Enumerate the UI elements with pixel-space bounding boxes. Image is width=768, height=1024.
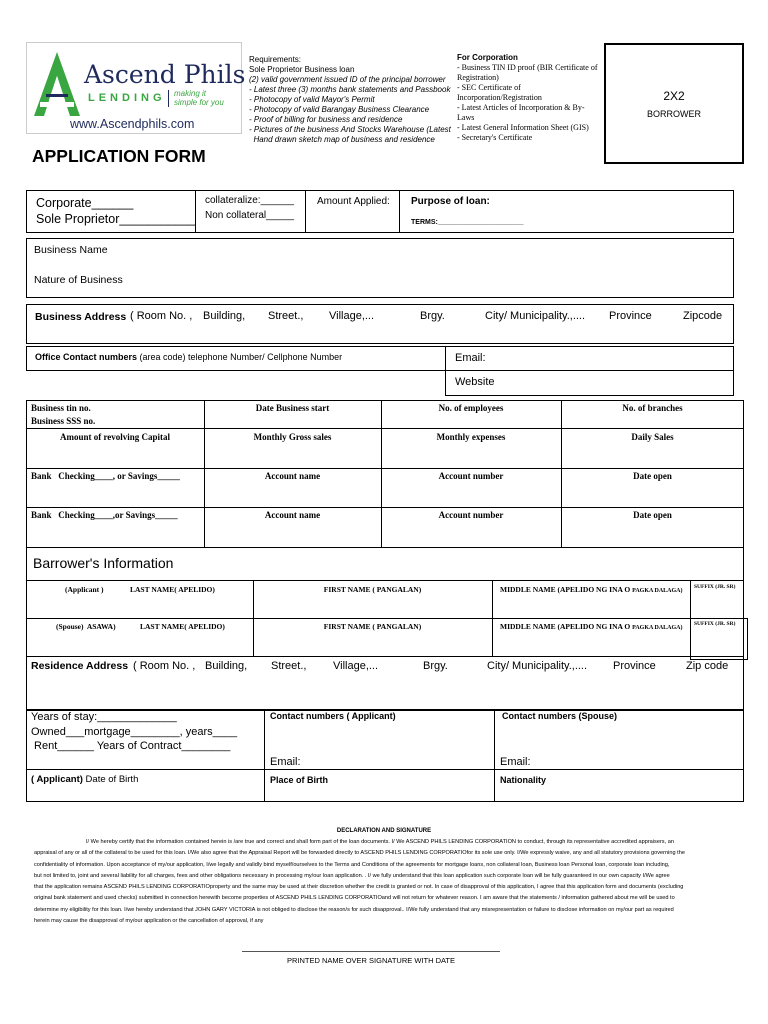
middle-name-label: MIDDLE NAME (APELIDO NG INA O — [500, 585, 631, 594]
spouse-suffix[interactable]: SUFFIX (JR. SR) — [694, 621, 736, 627]
bank-2-date-open[interactable]: Date open — [633, 510, 672, 520]
tagline-2: simple for you — [174, 98, 224, 107]
corporation-title: For Corporation — [457, 53, 518, 62]
borrower-section-title: Barrower's Information — [33, 555, 174, 571]
brand-name: Ascend Phils — [84, 60, 246, 89]
applicant-email-field[interactable]: Email: — [270, 756, 301, 768]
dob-applicant-label: ( Applicant) — [31, 774, 83, 785]
res-zipcode[interactable]: Zip code — [686, 660, 729, 672]
req-item: - Photocopy of valid Mayor's Permit — [249, 95, 375, 104]
divider — [26, 428, 744, 429]
monthly-gross-sales[interactable]: Monthly Gross sales — [253, 432, 332, 442]
addr-village[interactable]: Village,... — [329, 310, 375, 322]
declaration-line: confidentiality of information. Upon acceptance of my/our application, I/we legally and validly bind myself/ourselves to the Terms and Conditions of the agreements for mortgage loans, non collateral loan, Business loan Personal loan, corporate loan including, — [34, 861, 670, 868]
declaration-line: but not limited to, joint and several liability for all charges, fees and other obligations necessary in processing my/our loan application. . I/ we fully understand that this loan application such corporate loan will be fully guaranteed in our own capacity I/We agree — [34, 872, 670, 879]
requirements-block — [249, 55, 449, 145]
res-brgy[interactable]: Brgy. — [423, 660, 448, 672]
daily-sales[interactable]: Daily Sales — [631, 432, 674, 442]
business-name-field[interactable]: Business Name — [34, 244, 108, 256]
applicant-first-name[interactable]: FIRST NAME ( PANGALAN) — [323, 585, 422, 594]
corp-item: - Latest General Information Sheet (GIS) — [457, 123, 589, 132]
photo-label: BORROWER — [647, 109, 701, 119]
residence-address-label: Residence Address — [31, 660, 129, 672]
middle-name-label: MIDDLE NAME (APELIDO NG INA O — [500, 622, 631, 631]
divider — [26, 507, 744, 508]
corporate-option[interactable]: Corporate______ — [36, 196, 134, 210]
terms-field[interactable]: TERMS:______________________ — [411, 219, 524, 226]
non-collateral-option[interactable]: Non collateral_____ — [205, 210, 294, 221]
collateralize-option[interactable]: collateralize:______ — [205, 195, 294, 206]
dob-label: Date of Birth — [82, 774, 139, 785]
res-room[interactable]: ( Room No. , — [133, 660, 196, 672]
photo-box[interactable] — [604, 43, 744, 164]
addr-province[interactable]: Province — [609, 310, 652, 322]
addr-street[interactable]: Street., — [268, 310, 304, 322]
applicant-last-name[interactable]: LAST NAME( APELIDO) — [130, 585, 215, 594]
spouse-first-name[interactable]: FIRST NAME ( PANGALAN) — [323, 622, 422, 631]
declaration-line: that the application remains ASCEND PHILS LENDING CORPORATIOproperty and the same may be used at their discretion whether the credit is granted or not. In case of disapproval of this application, I agree that this application form and documents (excluding — [34, 884, 684, 891]
corp-item: Registration) — [457, 73, 499, 82]
addr-brgy[interactable]: Brgy. — [420, 310, 445, 322]
req-item: - Proof of billing for business and residence — [249, 115, 403, 124]
addr-city[interactable]: City/ Municipality.,.... — [485, 310, 586, 322]
bank-2-account-name[interactable]: Account name — [264, 510, 321, 520]
signature-label: PRINTED NAME OVER SIGNATURE WITH DATE — [286, 956, 456, 965]
corp-item: - Business TIN ID proof (BIR Certificate of — [457, 63, 598, 72]
declaration-title: DECLARATION AND SIGNATURE — [336, 828, 432, 834]
no-of-employees[interactable]: No. of employees — [438, 403, 504, 413]
date-business-start[interactable]: Date Business start — [255, 403, 330, 413]
office-email-field[interactable]: Email: — [455, 352, 486, 364]
business-name-section — [26, 238, 734, 298]
office-contact-desc: (area code) telephone Number/ Cellphone Number — [137, 352, 343, 362]
addr-zipcode[interactable]: Zipcode — [683, 310, 723, 322]
business-sss-field[interactable]: Business SSS no. — [31, 416, 96, 426]
office-contact-label: Office Contact numbers — [35, 352, 138, 362]
req-item: - Photocopy of valid Barangay Business Clearance — [249, 105, 430, 114]
spouse-middle-name[interactable] — [500, 622, 682, 631]
contact-spouse-field[interactable]: Contact numbers (Spouse) — [502, 711, 618, 721]
no-of-branches[interactable]: No. of branches — [622, 403, 683, 413]
nationality-field[interactable]: Nationality — [500, 775, 547, 785]
signature-line[interactable] — [242, 951, 500, 952]
business-tin-field[interactable]: Business tin no. — [31, 403, 91, 413]
bank-1-type[interactable]: Bank Checking____, or Savings_____ — [31, 471, 180, 481]
declaration-line: original bank statement and used checks) submitted in connection herewith become properties of ASCEND PHILS LENDING CORPORATIOand will not return for whatever reason. I am aware that the statements / information gathered about me will be used to — [34, 895, 675, 902]
bank-1-account-name[interactable]: Account name — [264, 471, 321, 481]
rent-field[interactable]: Rent______ Years of Contract________ — [31, 740, 231, 752]
office-website-field[interactable]: Website — [455, 376, 495, 388]
tagline-1: making it — [174, 89, 207, 98]
corporation-block — [457, 53, 602, 143]
declaration-line: I/ We hereby certify that the information contained herein is /are true and correct and shall form part of the loan documents. I/ We ASCEND PHILS LENDING CORPORATION to conduct, through its representative accredited appraisers, an — [86, 839, 674, 845]
applicant-label: (Applicant ) — [65, 585, 104, 594]
photo-size: 2X2 — [663, 89, 685, 103]
res-street[interactable]: Street., — [271, 660, 307, 672]
divider — [399, 190, 400, 233]
spouse-email-field[interactable]: Email: — [500, 756, 531, 768]
website-link[interactable]: www.Ascendphils.com — [70, 117, 195, 131]
addr-room[interactable]: ( Room No. , — [130, 310, 193, 322]
divider — [305, 190, 306, 233]
declaration-line: appraisal of any or all of the collateral to be used for this loan. I/We also agree that the Appraisal Report will be forwarded directly to ASCEND PHILS LENDING CORPORATIOfor its sole use only. I/We expressly waive, any and all statutory provisions governing the — [34, 850, 685, 857]
applicant-middle-name[interactable] — [500, 585, 682, 594]
divider — [26, 468, 744, 469]
bank-2-type[interactable]: Bank Checking____,or Savings_____ — [31, 510, 178, 520]
sole-proprietor-option[interactable]: Sole Proprietor___________ — [36, 212, 196, 226]
divider — [445, 346, 446, 396]
divider — [492, 580, 493, 657]
requirements-title: Requirements: — [249, 55, 302, 64]
middle-name-small: PAGKA DALAGA) — [632, 625, 683, 631]
declaration-line: herein may cause the disapproval of my/our application or the cancellation of approval, if any — [34, 918, 264, 925]
business-address-label: Business Address — [35, 311, 127, 323]
ascend-logo-icon — [32, 50, 82, 118]
bank-1-date-open[interactable]: Date open — [633, 471, 672, 481]
revolving-capital[interactable]: Amount of revolving Capital — [59, 432, 171, 442]
corp-item: Incorporation/Registration — [457, 93, 542, 102]
office-contact-field[interactable] — [35, 352, 342, 362]
form-title: APPLICATION FORM — [32, 146, 206, 166]
applicant-dob-field[interactable] — [31, 774, 138, 785]
logo-divider — [168, 90, 169, 107]
corp-item: Laws — [457, 113, 475, 122]
owned-mortgage-field[interactable]: Owned___mortgage________, years____ — [31, 726, 238, 738]
declaration-line: determine my eligibility for this loan. I/we hereby understand that JOHN GARY VICTORIA is not obliged to disclose the reason/s for such disapproval.. I/We fully understand that any misrepresentation or failure to disclose information on my/our part as required — [34, 906, 674, 913]
place-of-birth-field[interactable]: Place of Birth — [270, 775, 329, 785]
spouse-last-name[interactable]: LAST NAME( APELIDO) — [140, 622, 225, 631]
res-village[interactable]: Village,... — [333, 660, 379, 672]
res-building[interactable]: Building, — [205, 660, 248, 672]
nature-of-business-field[interactable]: Nature of Business — [34, 274, 123, 286]
years-of-stay-field[interactable]: Years of stay:_____________ — [31, 711, 177, 723]
req-item: Hand drawn sketch map of business and residence — [249, 135, 435, 144]
corp-item: - SEC Certificate of — [457, 83, 521, 92]
res-city[interactable]: City/ Municipality.,.... — [487, 660, 588, 672]
corp-item: - Latest Articles of Incorporation & By- — [457, 103, 585, 112]
applicant-suffix[interactable]: SUFFIX (JR. SR) — [694, 584, 736, 590]
divider — [26, 580, 744, 581]
req-item: - Pictures of the business And Stocks Warehouse (Latest — [249, 125, 451, 134]
addr-building[interactable]: Building, — [203, 310, 246, 322]
corp-item: - Secretary's Certificate — [457, 133, 533, 142]
brand-sub: LENDING — [88, 92, 166, 104]
req-item: Sole Proprietor Business loan — [249, 65, 355, 74]
bank-2-account-number[interactable]: Account number — [438, 510, 504, 520]
req-item: (2) valid government issued ID of the principal borrower — [249, 75, 446, 84]
bank-1-account-number[interactable]: Account number — [438, 471, 504, 481]
spouse-label: (Spouse) ASAWA) — [56, 622, 116, 631]
declaration-text — [34, 837, 734, 927]
req-item: - Latest three (3) months bank statements and Passbook — [249, 85, 451, 94]
contact-applicant-field[interactable]: Contact numbers ( Applicant) — [270, 711, 396, 721]
middle-name-small: PAGKA DALAGA) — [632, 588, 683, 594]
amount-applied-field[interactable]: Amount Applied: — [317, 196, 390, 207]
divider — [26, 618, 744, 619]
res-province[interactable]: Province — [613, 660, 656, 672]
purpose-of-loan-field[interactable]: Purpose of loan: — [411, 196, 490, 207]
monthly-expenses[interactable]: Monthly expenses — [436, 432, 506, 442]
